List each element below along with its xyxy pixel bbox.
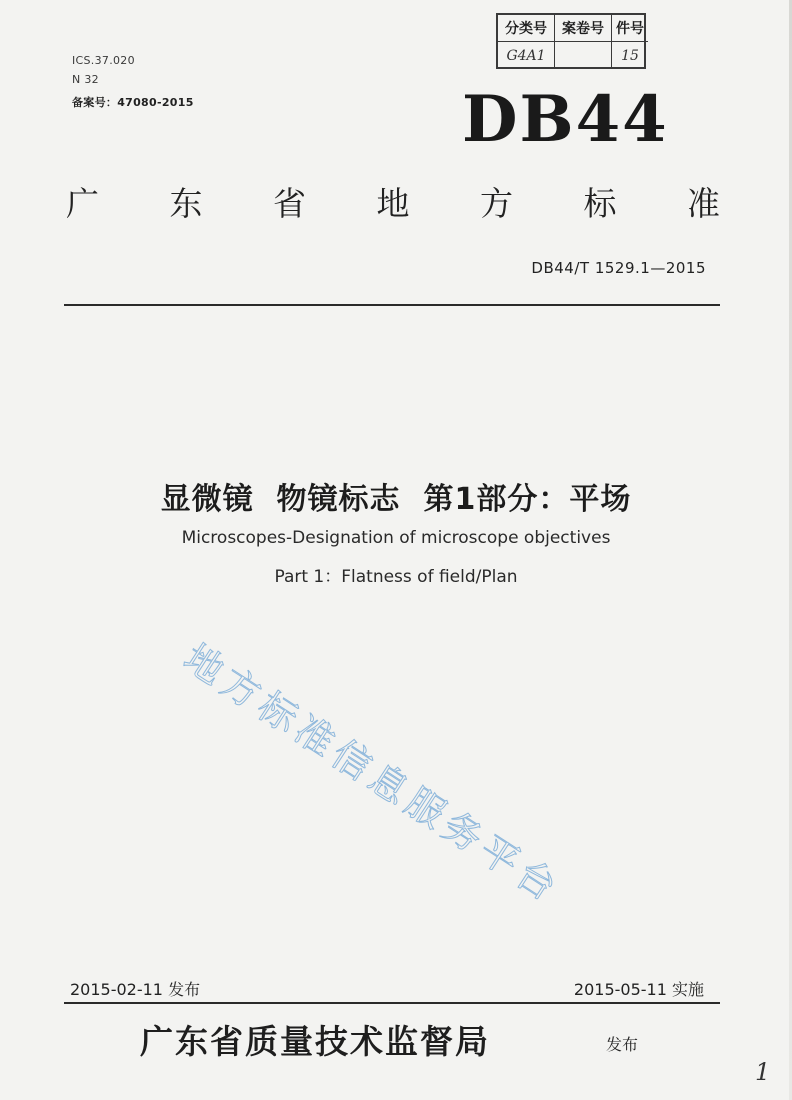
archive-stamp: [496, 13, 646, 69]
standard-type-char: 东: [169, 184, 203, 223]
stamp-value-volume: [555, 42, 612, 69]
footer-divider: [64, 1002, 720, 1004]
standard-type-char: 标: [583, 184, 617, 223]
publish-date: 2015-02-11 发布: [70, 980, 201, 999]
stamp-header-category: 分类号: [498, 15, 555, 42]
filing-number: 备案号：47080-2015: [72, 96, 194, 109]
standard-number: DB44/T 1529.1—2015: [531, 259, 706, 277]
title-english-line2: Part 1：Flatness of field/Plan: [274, 567, 518, 587]
implement-date: 2015-05-11 实施: [573, 980, 704, 999]
standard-type-char: 省: [273, 184, 306, 223]
standard-type-char: 广: [66, 184, 99, 223]
page-mark: 1: [755, 1058, 771, 1086]
title-chinese: 显微镜 物镜标志 第1部分：平场: [160, 482, 632, 517]
issuing-suffix: 发布: [606, 1035, 639, 1054]
ics-code: ICS.37.020: [72, 54, 135, 67]
standard-type-heading: [66, 178, 720, 225]
standard-type-char: 方: [480, 184, 513, 223]
ccs-code: N 32: [72, 73, 99, 86]
stamp-value-category: G4A1: [498, 42, 555, 69]
stamp-header-item: 件号: [612, 15, 648, 42]
title-english-line1: Microscopes-Designation of microscope objectives: [181, 528, 611, 548]
header-divider: [64, 304, 720, 306]
standard-type-char: 地: [376, 184, 410, 223]
standard-type-char: 准: [687, 184, 720, 223]
stamp-value-item: 15: [621, 47, 639, 64]
stamp-header-volume: 案卷号: [555, 15, 612, 42]
watermark: 地方标准信息服务平台: [176, 635, 570, 913]
issuing-authority: 广东省质量技术监督局: [140, 1022, 490, 1061]
standard-code-logo: DB44: [462, 82, 669, 157]
